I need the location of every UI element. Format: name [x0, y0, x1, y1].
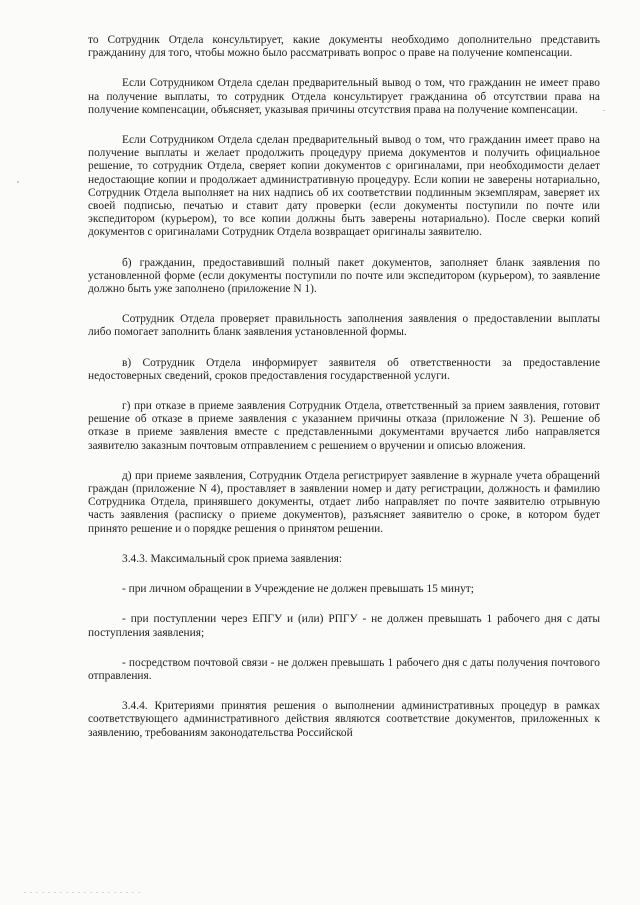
paragraph-13: 3.4.4. Критериями принятия решения о выполнении административных процедур в рамках соответствующего административного действия являются соответствие документов, приложенных к заявлению, требованиям законодательства Российской — [88, 700, 600, 739]
paragraph-4: б) гражданин, предоставивший полный пакет документов, заполняет бланк заявления по установленной форме (если документы поступили по почте или экспедитором (курьером), то заявление должно быть уже заполнено (приложение N 1). — [88, 256, 600, 296]
paragraph-1: то Сотрудник Отдела консультирует, какие документы необходимо дополнительно представить гражданину для того, чтобы можно было рассматривать вопрос о праве на получение компенсации. — [88, 34, 600, 60]
paragraph-5: Сотрудник Отдела проверяет правильность заполнения заявления о предоставлении выплаты либо помогает заполнить бланк заявления установленной формы. — [88, 313, 600, 339]
document-body — [88, 34, 600, 757]
paragraph-7: г) при отказе в приеме заявления Сотрудник Отдела, ответственный за прием заявления, готовит решение об отказе в приеме заявления с указанием причины отказа (приложение N 3). Решение об отказе в приеме заявления вместе с представленными документами вручается либо направляется заявителю заказным почтовым отправлением с решением о вручении и описью вложения. — [88, 400, 600, 452]
scan-speck-left — [17, 181, 19, 183]
paragraph-9: 3.4.3. Максимальный срок приема заявления: — [122, 552, 343, 565]
paragraph-10: - при личном обращении в Учреждение не должен превышать 15 минут; — [122, 583, 474, 596]
paragraph-2: Если Сотрудником Отдела сделан предварительный вывод о том, что гражданин не имеет право на получение выплаты, то сотрудник Отдела консультирует гражданина об отсутствии права на получение компенсации, объясняет, указывая причины отсутствия права на получение компенсации. — [88, 77, 600, 116]
paragraph-12: - посредством почтовой связи - не должен превышать 1 рабочего дня с даты получения почтового отправления. — [88, 656, 600, 682]
scan-speck-right — [603, 110, 605, 111]
paragraph-6: в) Сотрудник Отдела информирует заявителя об ответственности за предоставление недостоверных сведений, сроков предоставления государственной услуги. — [88, 356, 600, 382]
paragraph-8: д) при приеме заявления, Сотрудник Отдела регистрирует заявление в журнале учета обращений граждан (приложение N 4), проставляет в заявлении номер и дату регистрации, должность и фамилию Сотрудника Отдела, принявшего документы, отдает либо направляет по почте заявителю отрывную часть заявления (расписку о приеме документов), разъясняет заявителю о сроке, в котором будет принято решение и о порядке решения о принятом решении. — [88, 469, 600, 535]
paragraph-3: Если Сотрудником Отдела сделан предварительный вывод о том, что гражданин имеет право на получение выплаты и желает продолжить процедуру приема документов и получить официальное решение, то сотрудник Отдела, сверяет копии документов с оригиналами, при необходимости делает недостающие копии и продолжает административную процедуру. Если копии не заверены нотариально, Сотрудник Отдела выполняет на них надпись об их соответствии подлинным экземплярам, заверяет их своей подписью, печатью и ставит дату проверки (если документы поступили по почте или экспедитором (курьером), то все копии должны быть заверены нотариально). После сверки копий документов с оригиналами Сотрудник Отдела возвращает оригиналы заявителю. — [88, 134, 600, 239]
paragraph-11: - при поступлении через ЕПГУ и (или) РПГУ - не должен превышать 1 рабочего дня с даты поступления заявления; — [88, 613, 600, 639]
scan-footer-mark — [24, 892, 144, 893]
